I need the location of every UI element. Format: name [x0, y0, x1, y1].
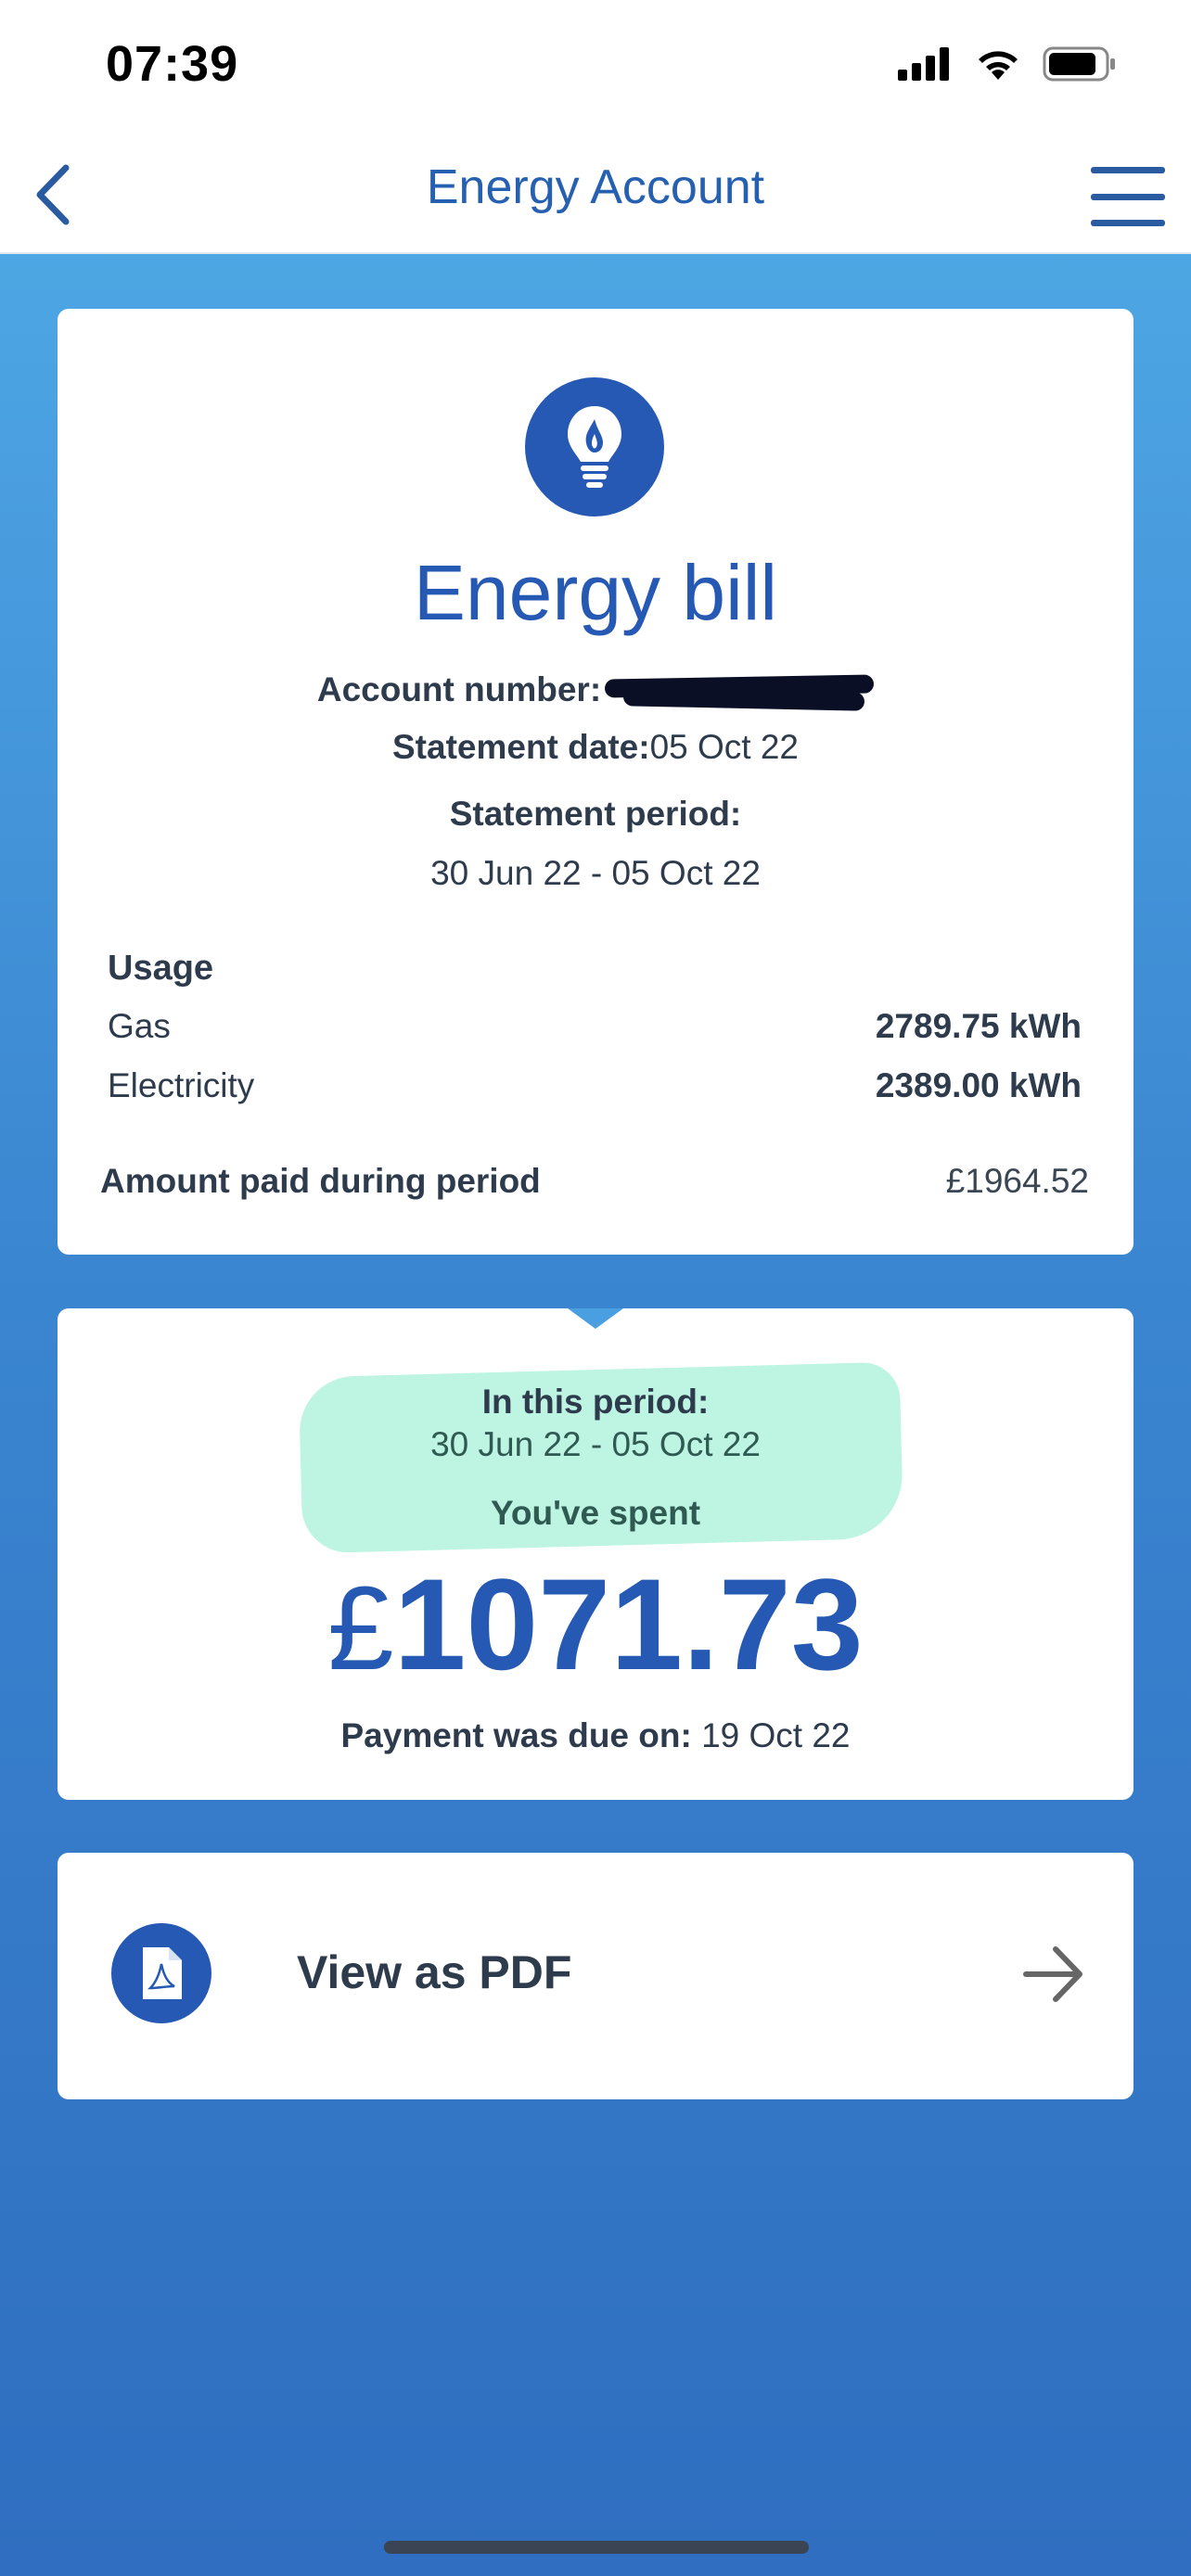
account-number: [58, 670, 1133, 712]
battery-icon: [1043, 46, 1117, 82]
arrow-right-icon: [1022, 1942, 1087, 2007]
nav-bar: [0, 139, 1191, 254]
bill-summary-card: [58, 309, 1133, 1255]
hamburger-menu-icon[interactable]: [1091, 167, 1165, 226]
usage-row-electricity: [108, 1066, 1082, 1105]
view-pdf-label: View as PDF: [297, 1946, 572, 1998]
period-spend-card: [58, 1308, 1133, 1800]
amount-paid-label: Amount paid during period: [100, 1162, 541, 1200]
amount-paid-row: [100, 1162, 1089, 1201]
usage-gas-label: Gas: [108, 1007, 171, 1045]
page-title: Energy Account: [426, 160, 765, 214]
payment-due: [58, 1716, 1133, 1755]
statement-date: [58, 728, 1133, 767]
statement-period-value: 30 Jun 22 - 05 Oct 22: [430, 854, 761, 892]
spent-amount: [58, 1549, 1133, 1700]
redaction-mark: [605, 671, 874, 712]
usage-electricity-value: 2389.00 kWh: [875, 1066, 1082, 1104]
spent-label: You've spent: [490, 1494, 701, 1532]
currency-symbol: £: [327, 1562, 394, 1695]
statement-date-label: Statement date:: [392, 728, 650, 766]
account-number-label: Account number:: [316, 670, 602, 708]
status-bar: [0, 0, 1191, 139]
card-notch: [568, 1308, 623, 1329]
spent-amount-value: 1071.73: [393, 1551, 864, 1697]
usage-gas-value: 2789.75 kWh: [875, 1007, 1082, 1045]
view-pdf-button[interactable]: [58, 1853, 1133, 2099]
home-indicator[interactable]: [384, 2541, 809, 2554]
payment-due-label: Payment was due on:: [340, 1716, 692, 1754]
amount-paid-value: £1964.52: [945, 1162, 1089, 1200]
status-icons: [898, 46, 1117, 82]
wifi-icon: [974, 46, 1022, 82]
usage-label: Usage: [108, 949, 214, 988]
lightbulb-flame-icon: [525, 377, 664, 516]
bill-title: Energy bill: [413, 549, 778, 636]
usage-electricity-label: Electricity: [108, 1066, 255, 1104]
pdf-icon: [111, 1923, 211, 2023]
statement-date-value: 05 Oct 22: [649, 728, 799, 766]
payment-due-date: 19 Oct 22: [701, 1716, 851, 1754]
period-label: In this period:: [481, 1383, 710, 1421]
cellular-signal-icon: [898, 47, 954, 81]
usage-row-gas: [108, 1007, 1082, 1046]
status-time: 07:39: [106, 36, 239, 92]
statement-period-label: Statement period:: [449, 795, 742, 833]
period-dates: 30 Jun 22 - 05 Oct 22: [430, 1425, 761, 1463]
